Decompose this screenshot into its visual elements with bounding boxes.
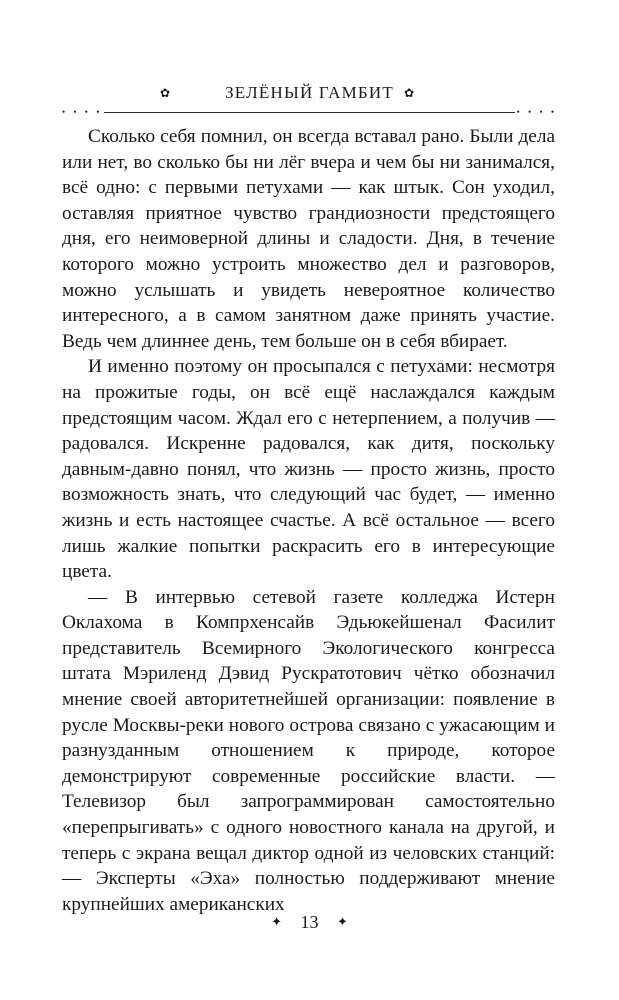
paragraph: И именно поэтому он просыпался с петухами: несмотря на прожитые годы, он всё ещё наслаждался каждым предстоящим часом. Ждал его с нетерпением, а получив — радовался. Искренне радовался, как дитя, поскольку давным-давно понял, что жизнь — просто жизнь, просто возможность знать, что следующий час будет, — именно жизнь и есть настоящее счастье. А всё остальное — всего лишь жалкие попытки раскрасить его в интересующие цвета. xyxy=(62,356,555,583)
header-dots-left: • • • • xyxy=(62,107,103,117)
header-rule xyxy=(0,106,619,118)
header-title-row xyxy=(0,82,619,104)
running-header-title: ЗЕЛЁНЫЙ ГАМБИТ xyxy=(225,83,394,102)
header-dots-right: • • • • xyxy=(516,107,557,117)
paragraph: — В интервью сетевой газете колледжа Истерн Оклахома в Компрхенсайв Эдьюкейшенал Фасилит представитель Всемирного Экологического конгресса штата Мэриленд Дэвид Рускратотович чётко обозначил мнение своей авторитетнейшей организации: появление в русле Москвы-реки нового острова связано с ужасающим и разнузданным отношением к природе, которое демонстрируют современные российские власти. — Телевизор был запрограммирован самостоятельно «перепрыгивать» с одного новостного канала на другой, и теперь с экрана вещал диктор одной из человских станций: — Эксперты «Эха» полностью поддерживают мнение крупнейших американских xyxy=(62,586,555,915)
star-ornament-right: ✦ xyxy=(337,913,348,929)
page-footer xyxy=(0,908,619,932)
star-ornament-left: ✦ xyxy=(271,913,282,929)
header-rule-line xyxy=(70,112,549,113)
paragraph: Сколько себя помнил, он всегда вставал рано. Были дела или нет, во сколько бы ни лёг вчера и чем бы ни занимался, всё одно: с первыми петухами — как штык. Сон уходил, оставляя приятное чувство грандиозности предстоящего дня, его неимоверной длины и сладости. Дня, в течение которого можно устроить множество дел и разговоров, можно услышать и увидеть невероятное количество интересного, а в самом занятном даже принять участие. Ведь чем длиннее день, тем больше он в себя вбирает. xyxy=(62,126,555,352)
body-text xyxy=(62,124,555,917)
flower-icon: ✿ xyxy=(160,86,171,100)
flower-icon: ✿ xyxy=(404,86,415,100)
running-header xyxy=(0,82,619,122)
page-number: 13 xyxy=(300,911,319,932)
